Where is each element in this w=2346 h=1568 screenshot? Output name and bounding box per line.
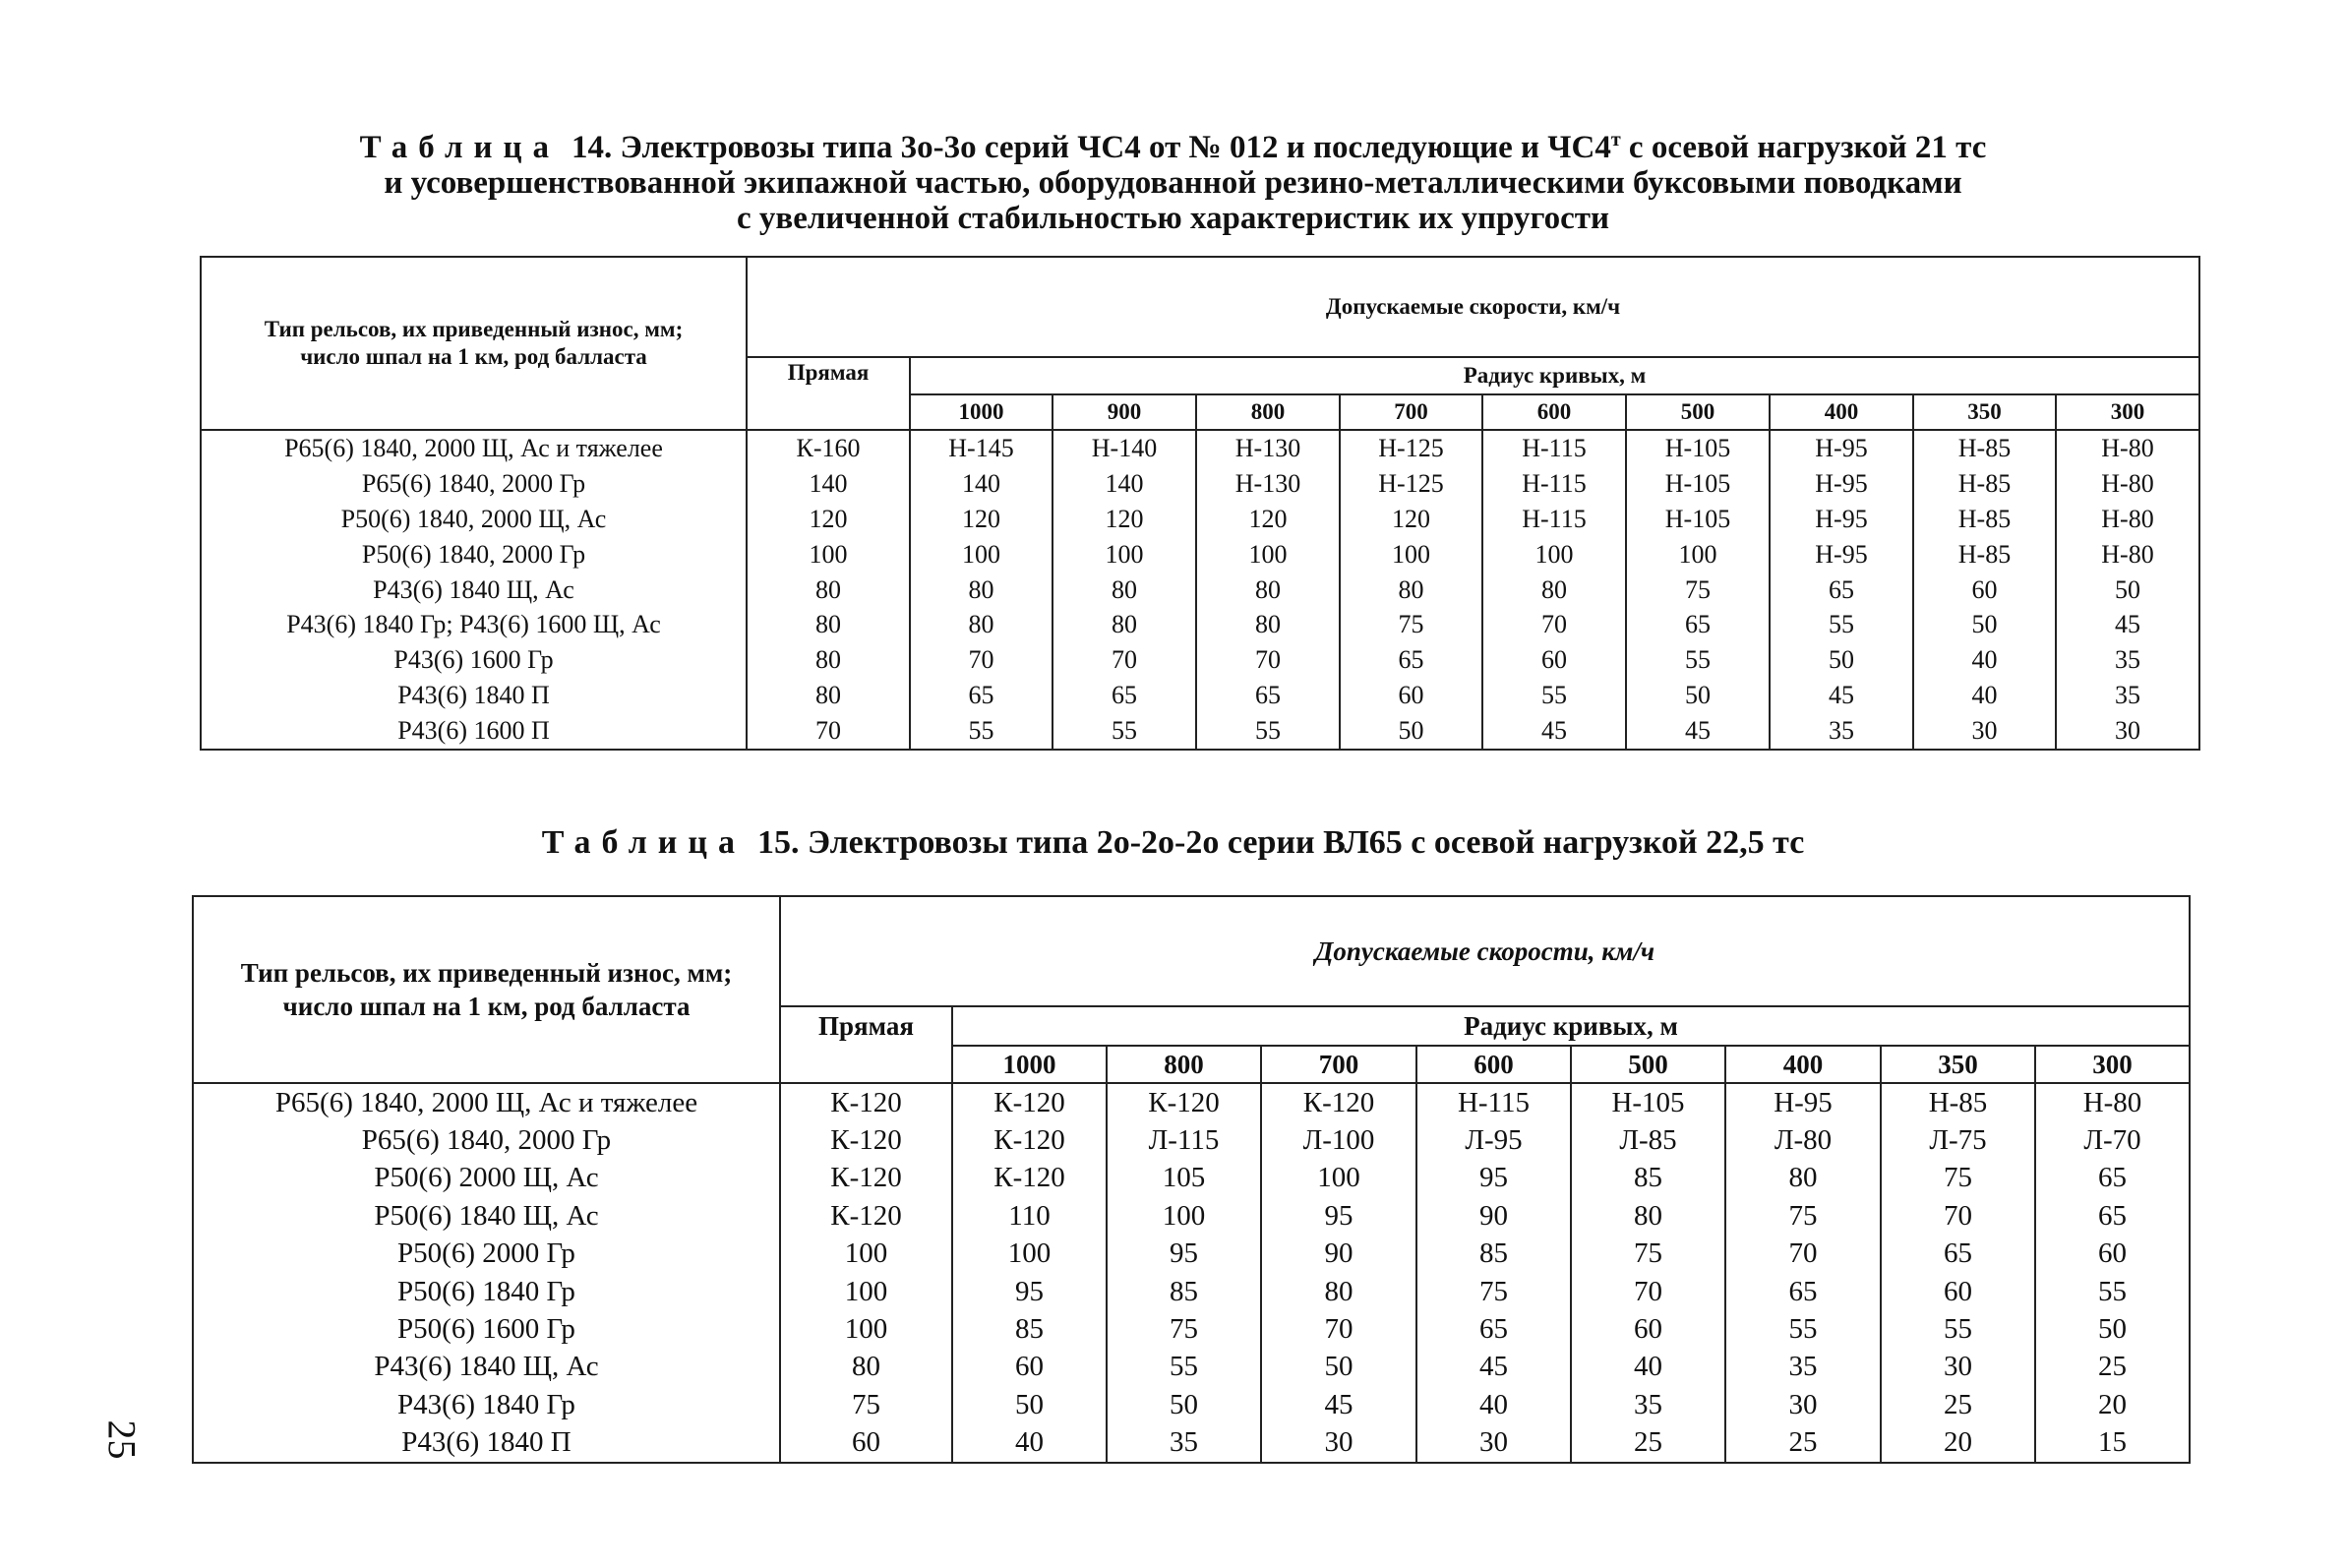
curve-speed-cell: 65 <box>1416 1310 1571 1348</box>
straight-speed-cell: К-120 <box>780 1121 952 1159</box>
curve-speed-cell: 55 <box>2035 1273 2190 1310</box>
table-row <box>193 1273 2190 1310</box>
rail-type-cell: Р50(6) 1840 Щ, Ас <box>193 1197 780 1235</box>
table-14 <box>200 256 2200 751</box>
curve-speed-cell: Н-130 <box>1196 466 1340 502</box>
table15-radius-800: 800 <box>1107 1046 1261 1083</box>
table15-radius-300: 300 <box>2035 1046 2190 1083</box>
rail-type-cell: Р50(6) 1840, 2000 Гр <box>201 537 747 573</box>
curve-speed-cell: 65 <box>2035 1160 2190 1197</box>
curve-speed-cell: 35 <box>1770 713 1913 750</box>
curve-speed-cell: Л-95 <box>1416 1121 1571 1159</box>
curve-speed-cell: 80 <box>1482 573 1626 608</box>
curve-speed-cell: 80 <box>910 607 1053 642</box>
curve-speed-cell: Н-105 <box>1626 430 1770 466</box>
table-row <box>201 537 2199 573</box>
curve-speed-cell: Н-105 <box>1626 466 1770 502</box>
table14-radius-350: 350 <box>1913 394 2056 430</box>
table-row <box>201 573 2199 608</box>
curve-speed-cell: 45 <box>1416 1349 1571 1386</box>
curve-speed-cell: 40 <box>952 1424 1107 1463</box>
curve-speed-cell: 90 <box>1261 1236 1416 1273</box>
curve-speed-cell: 55 <box>1770 607 1913 642</box>
curve-speed-cell: 25 <box>1571 1424 1725 1463</box>
curve-speed-cell: 45 <box>1770 678 1913 713</box>
curve-speed-cell: 50 <box>2035 1310 2190 1348</box>
curve-speed-cell: 120 <box>910 502 1053 537</box>
table-row <box>201 466 2199 502</box>
table-row <box>193 1349 2190 1386</box>
table-row <box>201 642 2199 678</box>
curve-speed-cell: 50 <box>1770 642 1913 678</box>
rail-type-cell: Р43(6) 1840 Гр; Р43(6) 1600 Щ, Ас <box>201 607 747 642</box>
curve-speed-cell: 60 <box>1881 1273 2035 1310</box>
curve-speed-cell: Н-80 <box>2035 1083 2190 1121</box>
page-number: 25 <box>99 1419 145 1460</box>
table-14-caption <box>0 122 2346 236</box>
rail-type-cell: Р43(6) 1840 П <box>193 1424 780 1463</box>
table14-radius-800: 800 <box>1196 394 1340 430</box>
curve-speed-cell: Н-130 <box>1196 430 1340 466</box>
curve-speed-cell: 50 <box>1913 607 2056 642</box>
table14-radius-300: 300 <box>2056 394 2199 430</box>
curve-speed-cell: 30 <box>2056 713 2199 750</box>
table-14-header-speeds: Допускаемые скорости, км/ч <box>747 257 2199 357</box>
table-14-header-rail: Тип рельсов, их приведенный износ, мм; число шпал на 1 км, род балласта <box>201 257 747 430</box>
table-14-number: 14. <box>571 130 613 165</box>
curve-speed-cell: 45 <box>2056 607 2199 642</box>
curve-speed-cell: 30 <box>1881 1349 2035 1386</box>
straight-speed-cell: 80 <box>747 573 910 608</box>
curve-speed-cell: 60 <box>952 1349 1107 1386</box>
curve-speed-cell: Н-80 <box>2056 466 2199 502</box>
rail-type-cell: Р43(6) 1840 Щ, Ас <box>193 1349 780 1386</box>
table14-radius-900: 900 <box>1053 394 1196 430</box>
curve-speed-cell: 70 <box>1196 642 1340 678</box>
straight-speed-cell: 60 <box>780 1424 952 1463</box>
table15-radius-1000: 1000 <box>952 1046 1107 1083</box>
curve-speed-cell: 75 <box>1340 607 1482 642</box>
curve-speed-cell: 120 <box>1053 502 1196 537</box>
curve-speed-cell: 70 <box>1725 1236 1881 1273</box>
curve-speed-cell: Л-85 <box>1571 1121 1725 1159</box>
rail-type-cell: Р43(6) 1840 П <box>201 678 747 713</box>
table14-radius-600: 600 <box>1482 394 1626 430</box>
curve-speed-cell: 70 <box>1261 1310 1416 1348</box>
curve-speed-cell: Н-125 <box>1340 466 1482 502</box>
curve-speed-cell: 50 <box>1107 1386 1261 1423</box>
table-15-header-speeds: Допускаемые скорости, км/ч <box>780 896 2190 1006</box>
curve-speed-cell: К-120 <box>952 1083 1107 1121</box>
curve-speed-cell: 45 <box>1626 713 1770 750</box>
curve-speed-cell: 75 <box>1571 1236 1725 1273</box>
curve-speed-cell: 20 <box>1881 1424 2035 1463</box>
curve-speed-cell: К-120 <box>1261 1083 1416 1121</box>
curve-speed-cell: 105 <box>1107 1160 1261 1197</box>
table14-radius-400: 400 <box>1770 394 1913 430</box>
table-15-label: Таблица <box>541 824 746 861</box>
straight-speed-cell: 70 <box>747 713 910 750</box>
straight-speed-cell: 140 <box>747 466 910 502</box>
curve-speed-cell: 80 <box>1725 1160 1881 1197</box>
curve-speed-cell: Н-105 <box>1571 1083 1725 1121</box>
curve-speed-cell: Н-85 <box>1913 502 2056 537</box>
curve-speed-cell: Н-115 <box>1416 1083 1571 1121</box>
curve-speed-cell: Н-80 <box>2056 537 2199 573</box>
table-15-caption <box>0 825 2346 861</box>
curve-speed-cell: 15 <box>2035 1424 2190 1463</box>
table-14-label: Таблица <box>359 130 561 165</box>
curve-speed-cell: 110 <box>952 1197 1107 1235</box>
table15-radius-400: 400 <box>1725 1046 1881 1083</box>
curve-speed-cell: 90 <box>1416 1197 1571 1235</box>
curve-speed-cell: 55 <box>1053 713 1196 750</box>
curve-speed-cell: 100 <box>1261 1160 1416 1197</box>
rail-type-cell: Р43(6) 1600 П <box>201 713 747 750</box>
rail-type-cell: Р50(6) 1840 Гр <box>193 1273 780 1310</box>
table-14-title-line-1 <box>0 122 2346 165</box>
curve-speed-cell: 75 <box>1626 573 1770 608</box>
rail-type-cell: Р65(6) 1840, 2000 Гр <box>201 466 747 502</box>
table-row <box>201 607 2199 642</box>
curve-speed-cell: 80 <box>1196 573 1340 608</box>
straight-speed-cell: 80 <box>747 678 910 713</box>
table15-radius-700: 700 <box>1261 1046 1416 1083</box>
curve-speed-cell: 80 <box>1053 607 1196 642</box>
curve-speed-cell: Н-85 <box>1913 430 2056 466</box>
curve-speed-cell: Н-80 <box>2056 502 2199 537</box>
rail-type-cell: Р43(6) 1840 Гр <box>193 1386 780 1423</box>
table-row <box>193 1197 2190 1235</box>
table-15-number: 15. <box>756 824 800 861</box>
curve-speed-cell: 40 <box>1416 1386 1571 1423</box>
curve-speed-cell: 55 <box>910 713 1053 750</box>
curve-speed-cell: 75 <box>1725 1197 1881 1235</box>
curve-speed-cell: 35 <box>2056 678 2199 713</box>
table-15-header-rail: Тип рельсов, их приведенный износ, мм; число шпал на 1 км, род балласта <box>193 896 780 1083</box>
curve-speed-cell: 80 <box>910 573 1053 608</box>
curve-speed-cell: 55 <box>1196 713 1340 750</box>
curve-speed-cell: 25 <box>1725 1424 1881 1463</box>
curve-speed-cell: Л-70 <box>2035 1121 2190 1159</box>
curve-speed-cell: Н-80 <box>2056 430 2199 466</box>
table15-radius-500: 500 <box>1571 1046 1725 1083</box>
curve-speed-cell: 40 <box>1913 678 2056 713</box>
curve-speed-cell: 25 <box>1881 1386 2035 1423</box>
curve-speed-cell: К-120 <box>1107 1083 1261 1121</box>
curve-speed-cell: Л-115 <box>1107 1121 1261 1159</box>
curve-speed-cell: Н-145 <box>910 430 1053 466</box>
curve-speed-cell: 95 <box>1261 1197 1416 1235</box>
curve-speed-cell: 140 <box>910 466 1053 502</box>
curve-speed-cell: 40 <box>1913 642 2056 678</box>
curve-speed-cell: 100 <box>910 537 1053 573</box>
curve-speed-cell: 30 <box>1913 713 2056 750</box>
straight-speed-cell: 80 <box>747 607 910 642</box>
curve-speed-cell: 40 <box>1571 1349 1725 1386</box>
curve-speed-cell: 45 <box>1261 1386 1416 1423</box>
curve-speed-cell: Н-105 <box>1626 502 1770 537</box>
rail-type-cell: Р50(6) 1600 Гр <box>193 1310 780 1348</box>
curve-speed-cell: 120 <box>1340 502 1482 537</box>
table14-radius-500: 500 <box>1626 394 1770 430</box>
curve-speed-cell: 100 <box>1107 1197 1261 1235</box>
curve-speed-cell: 65 <box>1340 642 1482 678</box>
curve-speed-cell: 80 <box>1261 1273 1416 1310</box>
curve-speed-cell: 50 <box>2056 573 2199 608</box>
curve-speed-cell: 30 <box>1725 1386 1881 1423</box>
curve-speed-cell: 35 <box>1571 1386 1725 1423</box>
curve-speed-cell: 85 <box>1107 1273 1261 1310</box>
curve-speed-cell: Л-75 <box>1881 1121 2035 1159</box>
table-15-header-straight: Прямая <box>780 1006 952 1083</box>
curve-speed-cell: 50 <box>1261 1349 1416 1386</box>
curve-speed-cell: 65 <box>1725 1273 1881 1310</box>
curve-speed-cell: Л-100 <box>1261 1121 1416 1159</box>
curve-speed-cell: 75 <box>1107 1310 1261 1348</box>
curve-speed-cell: Н-115 <box>1482 502 1626 537</box>
table-row <box>193 1386 2190 1423</box>
table-row <box>201 678 2199 713</box>
curve-speed-cell: 35 <box>1107 1424 1261 1463</box>
table14-radius-700: 700 <box>1340 394 1482 430</box>
rail-type-cell: Р50(6) 1840, 2000 Щ, Ас <box>201 502 747 537</box>
rail-type-cell: Р43(6) 1600 Гр <box>201 642 747 678</box>
curve-speed-cell: 70 <box>1053 642 1196 678</box>
curve-speed-cell: 65 <box>2035 1197 2190 1235</box>
curve-speed-cell: 60 <box>1913 573 2056 608</box>
straight-speed-cell: 120 <box>747 502 910 537</box>
table14-radius-1000: 1000 <box>910 394 1053 430</box>
curve-speed-cell: 60 <box>1571 1310 1725 1348</box>
curve-speed-cell: 70 <box>1881 1197 2035 1235</box>
table15-radius-350: 350 <box>1881 1046 2035 1083</box>
curve-speed-cell: 30 <box>1261 1424 1416 1463</box>
curve-speed-cell: 30 <box>1416 1424 1571 1463</box>
curve-speed-cell: 35 <box>1725 1349 1881 1386</box>
curve-speed-cell: 60 <box>1340 678 1482 713</box>
curve-speed-cell: Н-85 <box>1881 1083 2035 1121</box>
curve-speed-cell: 100 <box>1626 537 1770 573</box>
curve-speed-cell: 55 <box>1482 678 1626 713</box>
curve-speed-cell: 75 <box>1881 1160 2035 1197</box>
curve-speed-cell: 100 <box>1482 537 1626 573</box>
curve-speed-cell: 100 <box>1196 537 1340 573</box>
curve-speed-cell: 65 <box>1053 678 1196 713</box>
curve-speed-cell: Н-115 <box>1482 466 1626 502</box>
rail-type-cell: Р65(6) 1840, 2000 Щ, Ас и тяжелее <box>193 1083 780 1121</box>
straight-speed-cell: 100 <box>747 537 910 573</box>
rail-type-cell: Р50(6) 2000 Щ, Ас <box>193 1160 780 1197</box>
curve-speed-cell: 55 <box>1107 1349 1261 1386</box>
curve-speed-cell: 100 <box>1340 537 1482 573</box>
curve-speed-cell: 25 <box>2035 1349 2190 1386</box>
straight-speed-cell: 80 <box>780 1349 952 1386</box>
curve-speed-cell: 85 <box>1571 1160 1725 1197</box>
straight-speed-cell: 100 <box>780 1273 952 1310</box>
curve-speed-cell: 85 <box>952 1310 1107 1348</box>
curve-speed-cell: К-120 <box>952 1121 1107 1159</box>
curve-speed-cell: 80 <box>1053 573 1196 608</box>
table-row <box>193 1310 2190 1348</box>
straight-speed-cell: 80 <box>747 642 910 678</box>
straight-speed-cell: 100 <box>780 1236 952 1273</box>
curve-speed-cell: 80 <box>1196 607 1340 642</box>
curve-speed-cell: 80 <box>1340 573 1482 608</box>
rail-type-cell: Р50(6) 2000 Гр <box>193 1236 780 1273</box>
curve-speed-cell: 50 <box>1340 713 1482 750</box>
curve-speed-cell: Н-95 <box>1770 537 1913 573</box>
curve-speed-cell: Н-125 <box>1340 430 1482 466</box>
table-14-title-line-2: и усовершенствованной экипажной частью, оборудованной резино-металлическими буксовыми поводками <box>384 165 1962 201</box>
curve-speed-cell: 55 <box>1626 642 1770 678</box>
curve-speed-cell: 50 <box>1626 678 1770 713</box>
rail-type-cell: Р65(6) 1840, 2000 Гр <box>193 1121 780 1159</box>
straight-speed-cell: 100 <box>780 1310 952 1348</box>
table-14-title-end: с осевой нагрузкой 21 тс <box>1620 130 1987 165</box>
curve-speed-cell: 60 <box>2035 1236 2190 1273</box>
table-row <box>201 430 2199 466</box>
curve-speed-cell: 120 <box>1196 502 1340 537</box>
curve-speed-cell: 70 <box>1571 1273 1725 1310</box>
table-14-header-radius: Радиус кривых, м <box>910 357 2199 394</box>
table-14-title: Электровозы типа 3о-3о серий ЧС4 от № 012 и последующие и ЧС4 <box>620 130 1611 165</box>
curve-speed-cell: 80 <box>1571 1197 1725 1235</box>
curve-speed-cell: 65 <box>1881 1236 2035 1273</box>
curve-speed-cell: 60 <box>1482 642 1626 678</box>
curve-speed-cell: 65 <box>1770 573 1913 608</box>
straight-speed-cell: К-120 <box>780 1197 952 1235</box>
table-row <box>201 502 2199 537</box>
curve-speed-cell: 70 <box>910 642 1053 678</box>
table-row <box>193 1424 2190 1463</box>
curve-speed-cell: 100 <box>952 1236 1107 1273</box>
curve-speed-cell: 65 <box>1626 607 1770 642</box>
table-14-title-line-3: с увеличенной стабильностью характеристик их упругости <box>737 201 1609 236</box>
table-14-title-superscript: т <box>1610 129 1621 151</box>
curve-speed-cell: К-120 <box>952 1160 1107 1197</box>
curve-speed-cell: 55 <box>1881 1310 2035 1348</box>
rail-type-cell: Р65(6) 1840, 2000 Щ, Ас и тяжелее <box>201 430 747 466</box>
straight-speed-cell: К-160 <box>747 430 910 466</box>
straight-speed-cell: 75 <box>780 1386 952 1423</box>
curve-speed-cell: 65 <box>1196 678 1340 713</box>
curve-speed-cell: Л-80 <box>1725 1121 1881 1159</box>
curve-speed-cell: 55 <box>1725 1310 1881 1348</box>
table-row <box>201 713 2199 750</box>
table-row <box>193 1083 2190 1121</box>
curve-speed-cell: 100 <box>1053 537 1196 573</box>
curve-speed-cell: Н-95 <box>1770 430 1913 466</box>
curve-speed-cell: 50 <box>952 1386 1107 1423</box>
curve-speed-cell: 95 <box>1107 1236 1261 1273</box>
curve-speed-cell: 70 <box>1482 607 1626 642</box>
curve-speed-cell: Н-140 <box>1053 430 1196 466</box>
curve-speed-cell: Н-85 <box>1913 466 2056 502</box>
curve-speed-cell: 75 <box>1416 1273 1571 1310</box>
table-15-title: Электровозы типа 2о-2о-2о серии ВЛ65 с осевой нагрузкой 22,5 тс <box>807 824 1805 861</box>
curve-speed-cell: Н-85 <box>1913 537 2056 573</box>
table-15 <box>192 895 2191 1464</box>
curve-speed-cell: Н-95 <box>1770 502 1913 537</box>
table-row <box>193 1160 2190 1197</box>
curve-speed-cell: 65 <box>910 678 1053 713</box>
curve-speed-cell: Н-95 <box>1770 466 1913 502</box>
curve-speed-cell: 45 <box>1482 713 1626 750</box>
curve-speed-cell: 140 <box>1053 466 1196 502</box>
table15-radius-600: 600 <box>1416 1046 1571 1083</box>
curve-speed-cell: Н-95 <box>1725 1083 1881 1121</box>
table-row <box>193 1236 2190 1273</box>
curve-speed-cell: 35 <box>2056 642 2199 678</box>
table-15-header-radius: Радиус кривых, м <box>952 1006 2190 1046</box>
rail-type-cell: Р43(6) 1840 Щ, Ас <box>201 573 747 608</box>
curve-speed-cell: 95 <box>952 1273 1107 1310</box>
straight-speed-cell: К-120 <box>780 1160 952 1197</box>
straight-speed-cell: К-120 <box>780 1083 952 1121</box>
curve-speed-cell: 20 <box>2035 1386 2190 1423</box>
table-row <box>193 1121 2190 1159</box>
curve-speed-cell: 85 <box>1416 1236 1571 1273</box>
curve-speed-cell: Н-115 <box>1482 430 1626 466</box>
table-14-header-straight: Прямая <box>747 357 910 430</box>
curve-speed-cell: 95 <box>1416 1160 1571 1197</box>
